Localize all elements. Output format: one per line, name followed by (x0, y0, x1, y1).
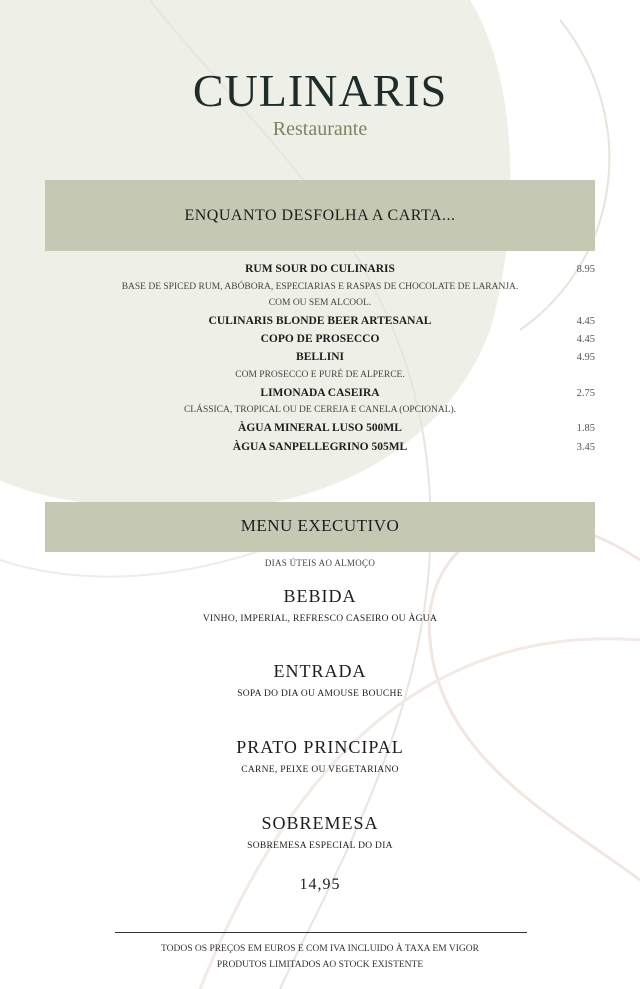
item-price: 8.95 (576, 264, 595, 275)
item-name: LIMONADA CASEIRA (260, 387, 380, 399)
executive-menu-subtitle: DIAS ÚTEIS AO ALMOÇO (264, 558, 376, 568)
executive-menu-heading: MENU EXECUTIVO (45, 502, 595, 552)
item-description: CLÁSSICA, TROPICAL OU DE CEREJA E CANELA (OPCIONAL). (183, 405, 457, 415)
restaurant-name: CULINARIS (192, 65, 448, 116)
footer-note: PRODUTOS LIMITADOS AO STOCK EXISTENTE (216, 960, 424, 970)
footer-note: TODOS OS PREÇOS EM EUROS E COM IVA INCLUIDO À TAXA EM VIGOR (161, 944, 479, 954)
restaurant-subtitle: Restaurante (272, 118, 368, 140)
item-price: 4.45 (576, 316, 595, 327)
item-price: 4.45 (576, 334, 595, 345)
item-name: ÀGUA SANPELLEGRINO 505ML (232, 441, 408, 453)
item-price: 4.95 (576, 352, 595, 363)
item-name: ÀGUA MINERAL LUSO 500ML (238, 422, 402, 434)
course-description: SOBREMESA ESPECIAL DO DIA (247, 841, 393, 851)
course-description: CARNE, PEIXE OU VEGETARIANO (241, 765, 399, 775)
course-title: ENTRADA (273, 661, 367, 681)
item-name: CULINARIS BLONDE BEER ARTESANAL (208, 315, 432, 327)
footer-divider (115, 932, 527, 933)
item-price: 3.45 (576, 442, 595, 453)
item-price: 2.75 (576, 388, 595, 399)
item-description: BASE DE SPICED RUM, ABÓBORA, ESPECIARIAS E RASPAS DE CHOCOLATE DE LARANJA. (121, 282, 519, 292)
item-description: COM OU SEM ALCOOL. (268, 298, 372, 308)
drinks-section-heading: ENQUANTO DESFOLHA A CARTA... (45, 180, 595, 251)
item-description: COM PROSECCO E PURÉ DE ALPERCE. (235, 370, 405, 380)
item-name: COPO DE PROSECCO (260, 333, 380, 345)
course-description: SOPA DO DIA OU AMOUSE BOUCHE (237, 689, 403, 699)
item-name: RUM SOUR DO CULINARIS (245, 263, 395, 275)
executive-menu-price: 14,95 (299, 876, 341, 893)
item-price: 1.85 (576, 423, 595, 434)
course-description: VINHO, IMPERIAL, REFRESCO CASEIRO OU ÀGUA (202, 614, 438, 624)
course-title: SOBREMESA (261, 813, 379, 833)
course-title: BEBIDA (283, 586, 357, 606)
item-name: BELLINI (296, 351, 344, 363)
course-title: PRATO PRINCIPAL (236, 737, 404, 757)
